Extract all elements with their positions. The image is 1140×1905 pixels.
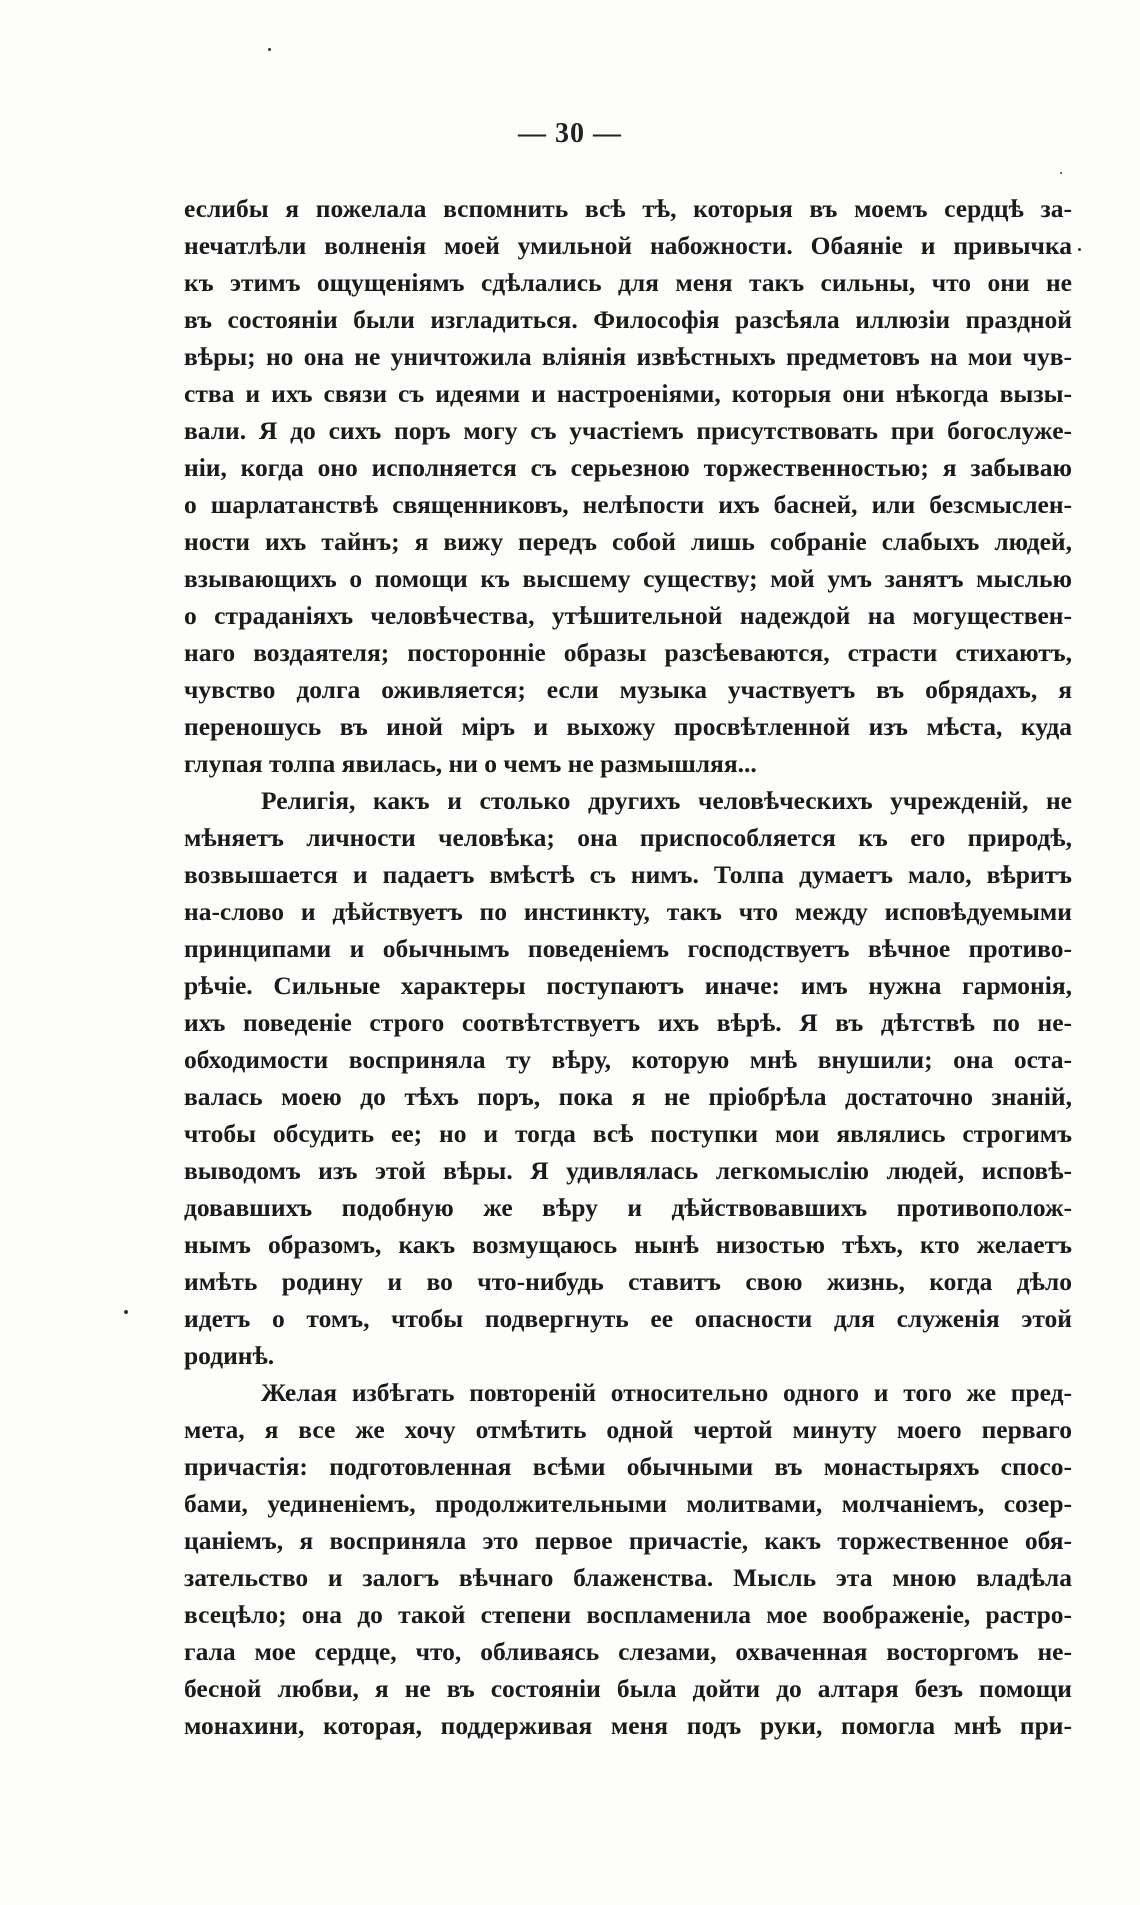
- text-line: наго воздаятеля; посторонніе образы разсѣеваются, страсти стихаютъ,: [184, 638, 1072, 667]
- paragraph-1: [184, 190, 1072, 782]
- text-line: зательство и залогъ вѣчнаго блаженства. Мысль эта мною владѣла: [184, 1563, 1072, 1592]
- text-line: на-слово и дѣйствуетъ по инстинкту, такъ что между исповѣдуемыми: [184, 897, 1072, 926]
- text-line: выводомъ изъ этой вѣры. Я удивлялась легкомыслію людей, исповѣ-: [184, 1156, 1072, 1185]
- text-line: имѣть родину и во что-нибудь ставитъ свою жизнь, когда дѣло: [184, 1267, 1072, 1296]
- text-line: переношусь въ иной міръ и выхожу просвѣтленной изъ мѣста, куда: [184, 712, 1072, 741]
- text-line: мѣняетъ личности человѣка; она приспособляется къ его природѣ,: [184, 823, 1072, 852]
- text-line: бесной любви, я не въ состояніи была дойти до алтаря безъ помощи: [184, 1674, 1072, 1703]
- text-line: рѣчіе. Сильные характеры поступаютъ иначе: имъ нужна гармонія,: [184, 971, 1072, 1000]
- text-line: монахини, которая, поддерживая меня подъ руки, помогла мнѣ при-: [184, 1711, 1072, 1740]
- text-line: ихъ поведеніе строго соотвѣтствуетъ ихъ вѣрѣ. Я въ дѣтствѣ по не-: [184, 1008, 1072, 1037]
- page-number: — 30 —: [518, 118, 622, 149]
- text-line: Желая избѣгать повтореній относительно одного и того же пред-: [261, 1378, 1072, 1407]
- text-line: довавшихъ подобную же вѣру и дѣйствовавшихъ противополож-: [184, 1193, 1072, 1222]
- scan-speck: [1078, 248, 1081, 251]
- text-line: вѣры; но она не уничтожила вліянія извѣстныхъ предметовъ на мои чув-: [184, 342, 1072, 371]
- text-line: Религія, какъ и столько другихъ человѣческихъ учрежденій, не: [261, 786, 1072, 815]
- text-line: еслибы я пожелала вспомнить всѣ тѣ, которыя въ моемъ сердцѣ за-: [184, 194, 1072, 223]
- text-line: причастія: подготовленная всѣми обычными въ монастыряхъ спосо-: [184, 1452, 1072, 1481]
- text-line: идетъ о томъ, чтобы подвергнуть ее опасности для служенія этой: [184, 1304, 1072, 1333]
- text-line: всецѣло; она до такой степени воспламенила мое воображеніе, растро-: [184, 1600, 1072, 1629]
- text-line: вали. Я до сихъ поръ могу съ участіемъ присутствовать при богослуже-: [184, 416, 1072, 445]
- text-line: ства и ихъ связи съ идеями и настроеніями, которыя они нѣкогда вызы-: [184, 379, 1072, 408]
- text-line: въ состояніи были изгладиться. Философія разсѣяла иллюзіи праздной: [184, 305, 1072, 334]
- text-line: чувство долга оживляется; если музыка участвуетъ въ обрядахъ, я: [184, 675, 1072, 704]
- text-line: нечатлѣли волненія моей умильной набожности. Обаяніе и привычка: [184, 231, 1072, 260]
- text-line: бами, уединеніемъ, продолжительными молитвами, молчаніемъ, созер-: [184, 1489, 1072, 1518]
- scan-speck: [1060, 172, 1062, 174]
- text-line: ніи, когда оно исполняется съ серьезною торжественностью; я забываю: [184, 453, 1072, 482]
- text-line: чтобы обсудить ее; но и тогда всѣ поступки мои являлись строгимъ: [184, 1119, 1072, 1148]
- paragraph-3: [184, 1374, 1072, 1744]
- text-line: къ этимъ ощущеніямъ сдѣлались для меня такъ сильны, что они не: [184, 268, 1072, 297]
- text-line: ности ихъ тайнъ; я вижу передъ собой лишь собраніе слабыхъ людей,: [184, 527, 1072, 556]
- text-line: глупая толпа явилась, ни о чемъ не размышляя...: [184, 749, 757, 778]
- text-line: обходимости восприняла ту вѣру, которую мнѣ внушили; она оста-: [184, 1045, 1072, 1074]
- text-line: валась моею до тѣхъ поръ, пока я не пріобрѣла достаточно знаній,: [184, 1082, 1072, 1111]
- scan-speck: [124, 1310, 128, 1314]
- text-line: цаніемъ, я восприняла это первое причастіе, какъ торжественное обя-: [184, 1526, 1072, 1555]
- text-line: принципами и обычнымъ поведеніемъ господствуетъ вѣчное противо-: [184, 934, 1072, 963]
- text-line: о страданіяхъ человѣчества, утѣшительной надеждой на могуществен-: [184, 601, 1072, 630]
- text-line: взывающихъ о помощи къ высшему существу; мой умъ занятъ мыслью: [184, 564, 1072, 593]
- text-line: возвышается и падаетъ вмѣстѣ съ нимъ. Толпа думаетъ мало, вѣритъ: [184, 860, 1072, 889]
- text-line: нымъ образомъ, какъ возмущаюсь нынѣ низостью тѣхъ, кто желаетъ: [184, 1230, 1072, 1259]
- text-line: мета, я все же хочу отмѣтить одной чертой минуту моего перваго: [184, 1415, 1072, 1444]
- text-line: родинѣ.: [184, 1341, 275, 1370]
- text-line: гала мое сердце, что, обливаясь слезами, охваченная восторгомъ не-: [184, 1637, 1072, 1666]
- paragraph-2: [184, 782, 1072, 1374]
- scan-speck: [268, 48, 271, 51]
- text-line: о шарлатанствѣ священниковъ, нелѣпости ихъ басней, или безсмыслен-: [184, 490, 1072, 519]
- body-text: [184, 190, 1072, 1744]
